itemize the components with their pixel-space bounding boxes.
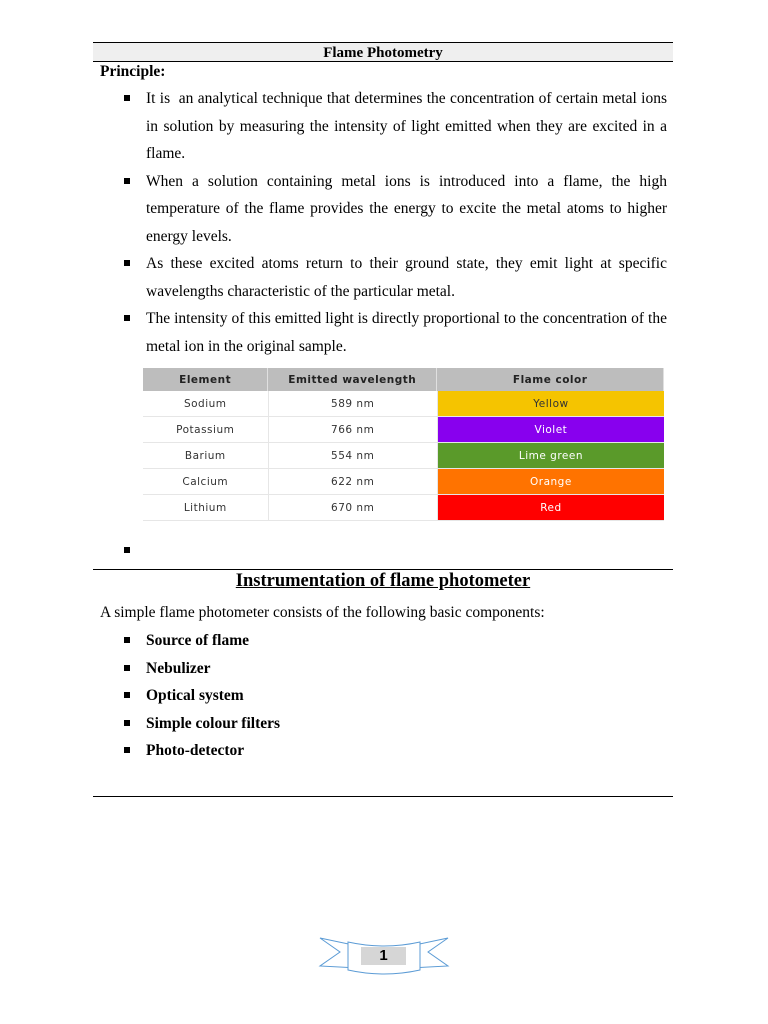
section-divider [93, 569, 673, 570]
table-row [143, 391, 664, 417]
square-bullet-icon [124, 637, 130, 643]
flame-color-cell: Red [438, 495, 664, 520]
intro-text: A simple flame photometer consists of the following basic components: [100, 604, 545, 621]
flame-color-cell: Orange [438, 469, 664, 494]
list-item [100, 655, 280, 683]
table-header-cell: Emitted wavelength [268, 368, 437, 391]
footer-divider [93, 796, 673, 797]
flame-color-cell: Yellow [438, 391, 664, 416]
component-text: Source of flame [146, 632, 250, 649]
principle-bullet [100, 168, 667, 251]
component-text: Photo-detector [146, 742, 245, 759]
table-header-cell: Flame color [437, 368, 664, 391]
list-item [100, 682, 280, 710]
principle-bullet [100, 305, 667, 360]
page-number: 1 [361, 947, 406, 965]
wavelength-cell: 766 nm [269, 417, 438, 442]
component-list [100, 627, 280, 765]
principle-bullet [100, 85, 671, 168]
square-bullet-icon [124, 178, 130, 184]
flame-color-cell: Violet [438, 417, 664, 442]
principle-bullet-list [100, 85, 671, 360]
square-bullet-icon [124, 95, 130, 101]
list-item [100, 710, 280, 738]
bullet-text: It is an analytical technique that determines the concentration of certain metal ions in solution by measuring the intensity of light emitted when they are excited in a flame. [146, 90, 671, 162]
list-item [100, 737, 280, 765]
section-title: Instrumentation of flame photometer [235, 571, 531, 591]
flame-color-cell: Lime green [438, 443, 664, 468]
wavelength-cell: 670 nm [269, 495, 438, 520]
wavelength-cell: 622 nm [269, 469, 438, 494]
table-header-cell: Element [143, 368, 268, 391]
square-bullet-icon [124, 260, 130, 266]
principle-heading: Principle: [100, 63, 166, 80]
bullet-text: The intensity of this emitted light is directly proportional to the concentration of the metal ion in the original sample. [146, 310, 667, 355]
bullet-text: As these excited atoms return to their ground state, they emit light at specific wavelengths characteristic of the particular metal. [146, 255, 667, 300]
square-bullet-icon [124, 720, 130, 726]
table-row [143, 417, 664, 443]
list-item [100, 627, 280, 655]
square-bullet-icon [124, 665, 130, 671]
square-bullet-icon [124, 747, 130, 753]
element-cell: Calcium [143, 469, 269, 494]
table-row [143, 469, 664, 495]
flame-color-table [143, 368, 664, 518]
component-text: Optical system [146, 687, 244, 704]
square-bullet-icon [124, 692, 130, 698]
page-header: Flame Photometry [93, 42, 673, 62]
table-header-row [143, 368, 664, 391]
bullet-text: When a solution containing metal ions is introduced into a flame, the high temperature of the flame provides the energy to excite the metal atoms to higher energy levels. [146, 172, 667, 245]
element-cell: Barium [143, 443, 269, 468]
component-text: Simple colour filters [146, 714, 281, 732]
wavelength-cell: 589 nm [269, 391, 438, 416]
wavelength-cell: 554 nm [269, 443, 438, 468]
principle-bullet [100, 250, 667, 305]
component-text: Nebulizer [146, 659, 211, 677]
element-cell: Lithium [143, 495, 269, 520]
element-cell: Potassium [143, 417, 269, 442]
square-bullet-icon [124, 315, 130, 321]
element-cell: Sodium [143, 391, 269, 416]
table-row [143, 495, 664, 521]
square-bullet-icon [124, 547, 130, 553]
table-row [143, 443, 664, 469]
